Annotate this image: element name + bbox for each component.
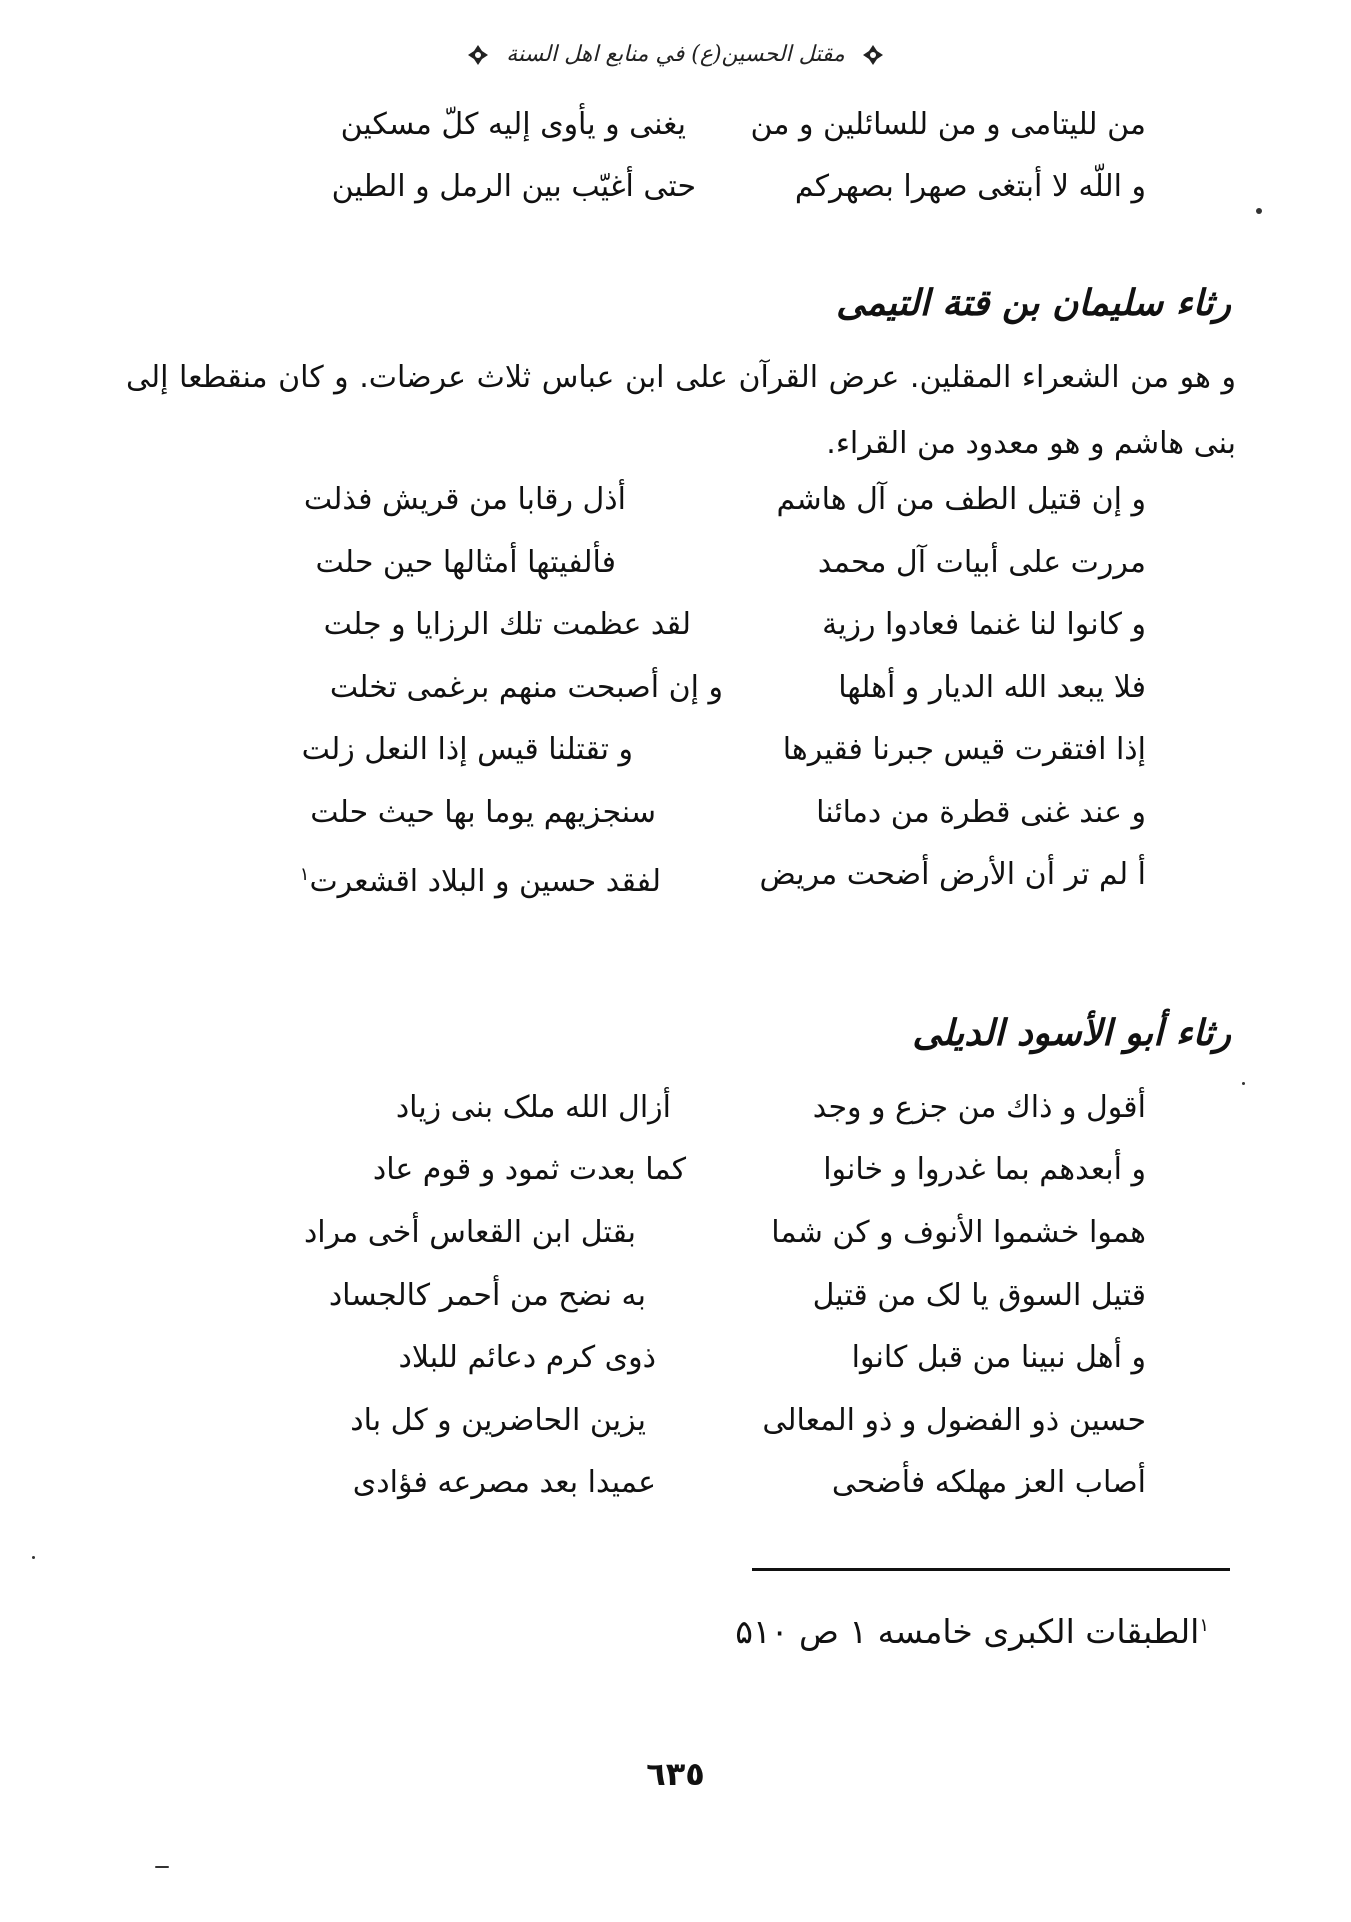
verse-hemistich-right: أصاب العز مهلكه فأضحى [831, 1465, 1146, 1500]
verse-hemistich-left: حتى أغيّب بين الرمل و الطين [331, 169, 696, 204]
verse-hemistich-right: و كانوا لنا غنما فعادوا رزية [822, 607, 1146, 642]
verse-hemistich-right: قتيل السوق يا لک من قتيل [812, 1278, 1146, 1313]
ornament-icon [467, 44, 489, 66]
section-heading: رثاء أبو الأسود الديلى [912, 1013, 1231, 1054]
verse-hemistich-left [300, 855, 661, 902]
verse-hemistich-right: و إن قتيل الطف من آل هاشم [776, 482, 1146, 517]
verse-text: لفقد حسين و البلاد اقشعرت [309, 864, 661, 899]
verse-hemistich-right: أ لم تر أن الأرض أضحت مريض [759, 857, 1146, 892]
footnote [735, 1612, 1209, 1651]
verse-hemistich-right: هموا خشموا الأنوف و كن شما [771, 1215, 1146, 1250]
ornament-icon [862, 44, 884, 66]
verse-hemistich-left: أذل رقابا من قريش فذلت [303, 482, 626, 517]
footnote-divider [752, 1568, 1230, 1571]
scan-speck [1256, 208, 1262, 214]
verse-hemistich-right: فلا يبعد الله الديار و أهلها [838, 670, 1146, 705]
section-heading: رثاء سليمان بن قتة التيمى [836, 283, 1231, 324]
verse-hemistich-left: كما بعدت ثمود و قوم عاد [372, 1152, 686, 1187]
verse-hemistich-left: و إن أصبحت منهم برغمى تخلت [329, 670, 723, 705]
verse-hemistich-right: إذا افتقرت قيس جبرنا فقيرها [782, 732, 1146, 767]
verse-hemistich-left: به نضح من أحمر كالجساد [328, 1278, 646, 1313]
verse-hemistich-right: من لليتامى و من للسائلين و من [750, 107, 1146, 142]
footnote-ref: ۱ [299, 864, 310, 885]
verse-hemistich-right: حسين ذو الفضول و ذو المعالى [762, 1403, 1146, 1438]
scan-speck [155, 1866, 169, 1868]
footnote-marker: ۱ [1199, 1615, 1209, 1636]
verse-hemistich-right: و اللّه لا أبتغى صهرا بصهركم [794, 169, 1146, 204]
verse-hemistich-left: يزين الحاضرين و كل باد [350, 1403, 646, 1438]
running-header [0, 42, 1351, 67]
footnote-text: الطبقات الكبرى خامسه ۱ ص ۵۱۰ [735, 1612, 1200, 1651]
verse-hemistich-left: أزال الله ملک بنى زياد [395, 1090, 671, 1125]
verse-hemistich-left: فألفيتها أمثالها حين حلت [315, 545, 616, 580]
verse-hemistich-right: أقول و ذاك من جزع و وجد [812, 1090, 1146, 1125]
scan-speck [1242, 1082, 1245, 1085]
verse-hemistich-right: و أهل نبينا من قبل كانوا [851, 1340, 1146, 1375]
section-prose: و هو من الشعراء المقلين. عرض القرآن على ابن عباس ثلاث عرضات. و كان منقطعا إلى بنى هاشم و هو معدود من القراء. [126, 360, 1236, 461]
running-title: مقتل الحسين(ع) في منابع اهل السنة [506, 42, 845, 67]
verse-hemistich-left: بقتل ابن القعاس أخى مراد [303, 1215, 636, 1250]
verse-hemistich-right: مررت على أبيات آل محمد [817, 545, 1146, 580]
verse-hemistich-left: و تقتلنا قيس إذا النعل زلت [301, 732, 633, 767]
verse-hemistich-left: لقد عظمت تلك الرزايا و جلت [323, 607, 691, 642]
verse-hemistich-left: سنجزيهم يوما بها حيث حلت [310, 795, 656, 830]
scan-speck [32, 1556, 35, 1559]
verse-hemistich-right: و عند غنى قطرة من دمائنا [816, 795, 1146, 830]
page-number: ٦٣٥ [646, 1755, 705, 1793]
verse-hemistich-right: و أبعدهم بما غدروا و خانوا [823, 1152, 1146, 1187]
verse-hemistich-left: ذوى كرم دعائم للبلاد [398, 1340, 656, 1375]
verse-hemistich-left: عميدا بعد مصرعه فؤادى [352, 1465, 656, 1500]
verse-hemistich-left: يغنى و يأوى إليه كلّ مسكين [340, 107, 686, 142]
